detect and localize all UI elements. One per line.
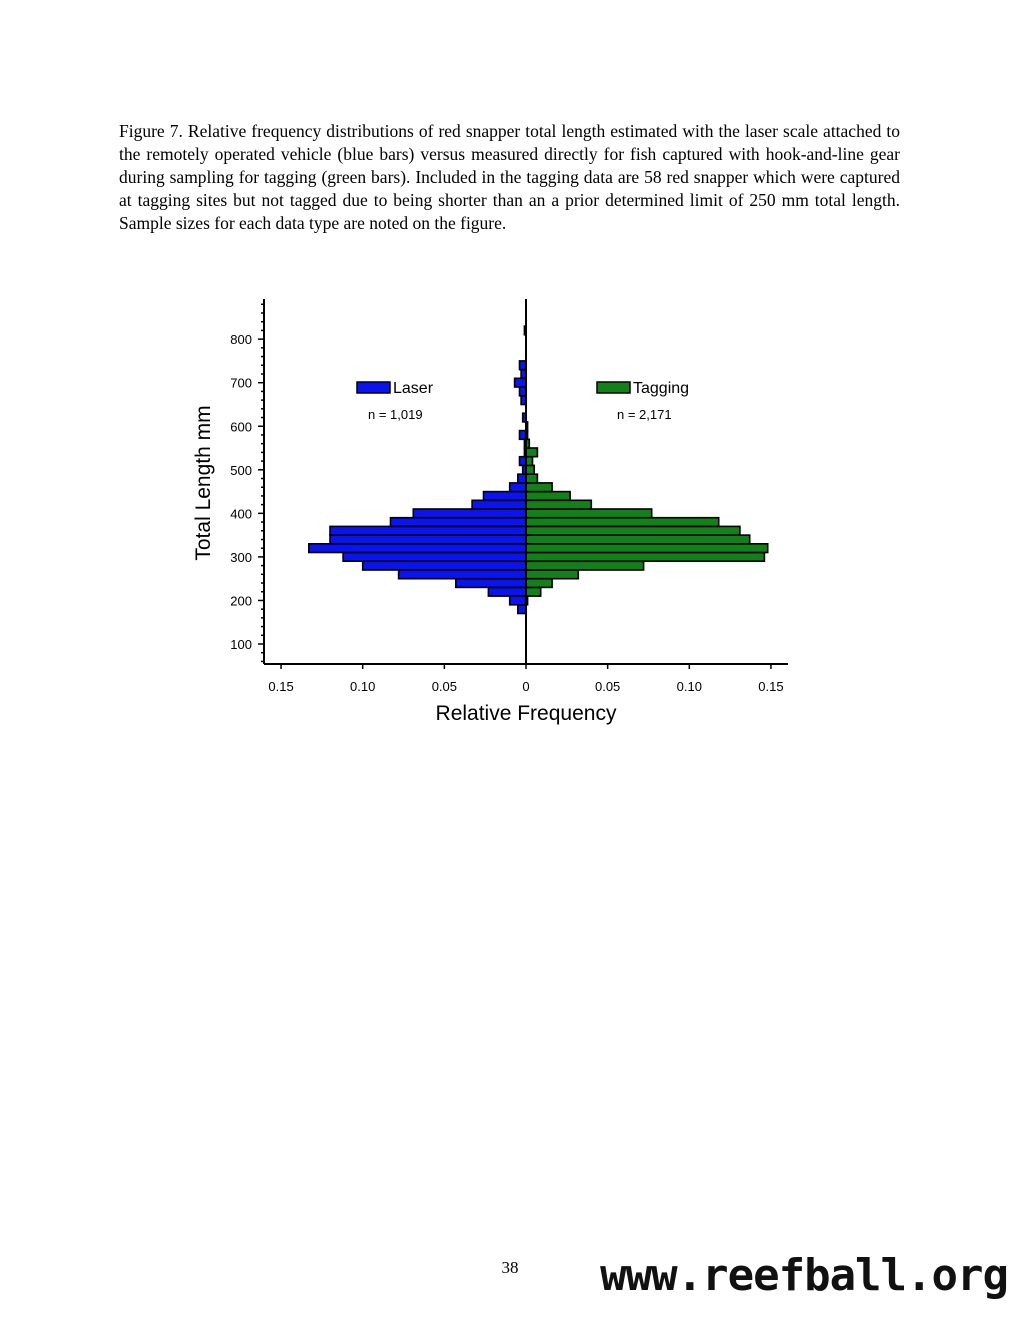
laser-bar: [330, 526, 526, 535]
tagging-bar: [526, 448, 537, 457]
y-tick-label: 600: [230, 419, 252, 435]
x-tick-label: 0.10: [350, 679, 376, 694]
laser-bar: [343, 553, 526, 562]
laser-bar: [488, 587, 526, 596]
bars-layer: [309, 326, 768, 613]
tagging-bar: [526, 535, 750, 544]
tagging-bar: [526, 570, 578, 579]
watermark-url: www.reefball.org: [600, 1250, 1008, 1301]
laser-bar: [472, 500, 526, 509]
x-tick-label: 0.05: [594, 679, 621, 694]
laser-bar: [330, 535, 526, 544]
laser-legend-swatch: [357, 382, 390, 393]
laser-bar: [456, 579, 526, 588]
x-tick-label: 0.05: [431, 679, 458, 694]
tagging-legend-swatch: [597, 382, 630, 393]
tagging-bar: [526, 518, 719, 527]
tagging-bar: [526, 544, 768, 553]
x-axis-label: Relative Frequency: [435, 702, 617, 725]
y-tick-label: 400: [230, 506, 252, 522]
page-number: 38: [501, 1258, 519, 1277]
laser-bar: [510, 483, 526, 492]
laser-bar: [363, 561, 526, 570]
laser-bar: [399, 570, 526, 579]
y-axis-label: Total Length mm: [192, 405, 215, 561]
laser-bar: [518, 605, 526, 614]
x-tick-label: 0.15: [268, 679, 294, 694]
tagging-bar: [526, 500, 591, 509]
laser-bar: [391, 518, 527, 527]
laser-sample-size: n = 1,019: [368, 407, 423, 422]
laser-bar: [518, 474, 526, 483]
tagging-bar: [526, 509, 652, 518]
tagging-bar: [526, 474, 537, 483]
figure-caption: Figure 7. Relative frequency distributions of red snapper total length estimated with the laser scale attached to the remotely operated vehicle (blue bars) versus measured directly for fish captured with hook-and-line gear during sampling for tagging (green bars). Included in the tagging data are 58 red snapper which were captured at tagging sites but not tagged due to being shorter than an a prior determined limit of 250 mm total length. Sample sizes for each data type are noted on the figure.: [119, 121, 900, 233]
y-tick-label: 300: [230, 549, 252, 565]
laser-legend-label: Laser: [393, 380, 434, 397]
tagging-sample-size: n = 2,171: [617, 407, 672, 422]
laser-bar: [484, 492, 527, 501]
x-tick-label: 0.15: [758, 679, 784, 694]
tagging-bar: [526, 561, 644, 570]
laser-bar: [413, 509, 526, 518]
tagging-bar: [526, 483, 552, 492]
laser-bar: [309, 544, 526, 553]
tagging-bar: [526, 526, 740, 535]
tagging-bar: [526, 587, 541, 596]
axes-layer: [264, 299, 788, 664]
y-tick-label: 500: [230, 462, 252, 478]
x-tick-label: 0: [522, 679, 530, 694]
tagging-bar: [526, 579, 552, 588]
laser-bar: [510, 596, 526, 605]
y-tick-label: 100: [230, 637, 252, 652]
tagging-bar: [526, 553, 764, 562]
y-tick-label: 200: [230, 593, 252, 609]
x-tick-label: 0.10: [676, 679, 702, 694]
tagging-bar: [526, 492, 570, 501]
tagging-bar: [526, 465, 534, 474]
tagging-legend-label: Tagging: [633, 380, 690, 397]
y-tick-label: 700: [230, 375, 252, 391]
laser-bar: [515, 378, 526, 387]
y-tick-label: 800: [230, 332, 252, 348]
